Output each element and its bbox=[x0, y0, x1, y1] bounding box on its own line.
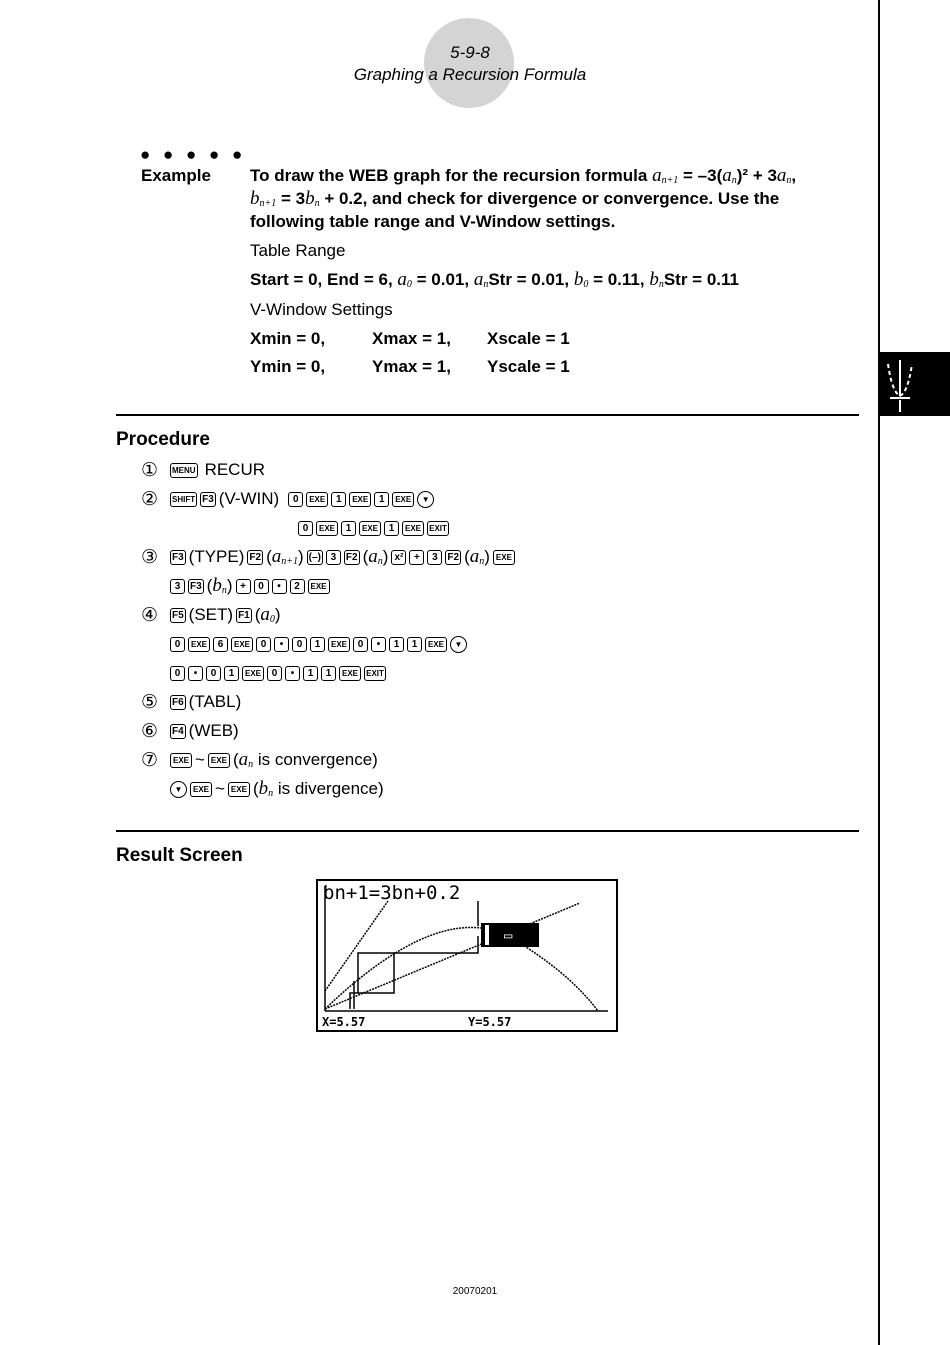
step-number: ④ bbox=[141, 604, 159, 626]
vwindow-label: V-Window Settings bbox=[250, 300, 393, 319]
chapter-tab bbox=[880, 352, 950, 416]
f5-key: F5 bbox=[172, 609, 184, 621]
divider-procedure bbox=[116, 414, 859, 416]
procedure-step-3 bbox=[141, 545, 515, 569]
bn-label: $(b_n)$ bbox=[206, 575, 233, 596]
yscale-setting: Yscale = 1 bbox=[487, 357, 570, 376]
f3-key: F3 bbox=[172, 551, 184, 563]
example-line-2: $b_{n+1} = 3b_n + 0.2$, and check for divergence or convergence. Use the bbox=[250, 188, 780, 209]
example-line-3: following table range and V-Window settings. bbox=[250, 212, 616, 231]
procedure-step-3-cont bbox=[170, 574, 330, 598]
dot-key: • bbox=[188, 666, 203, 681]
exe-key: EXE bbox=[328, 637, 350, 652]
xscale-setting: Xscale = 1 bbox=[487, 329, 570, 348]
key-3: 3 bbox=[170, 579, 185, 594]
exe-key: EXE bbox=[306, 492, 328, 507]
f2-key: F2 bbox=[447, 551, 460, 563]
exe-key: EXE bbox=[349, 492, 371, 507]
step-text: RECUR bbox=[204, 460, 266, 479]
key-0: 0 bbox=[298, 521, 313, 536]
an-convergence-note: ($a_n$ is convergence) bbox=[232, 749, 378, 770]
step-number: ② bbox=[141, 488, 159, 510]
f1-key: F1 bbox=[238, 609, 250, 621]
exit-key: EXIT bbox=[364, 666, 386, 681]
cursor-down-icon: ▼ bbox=[450, 636, 467, 653]
negative-key: (–) bbox=[308, 551, 321, 563]
key-1: 1 bbox=[331, 492, 346, 507]
exe-key: EXE bbox=[231, 637, 253, 652]
ymin-setting: Ymin = 0, bbox=[250, 357, 326, 376]
key-3: 3 bbox=[427, 550, 442, 565]
key-0: 0 bbox=[288, 492, 303, 507]
exe-key: EXE bbox=[339, 666, 361, 681]
x-readout: X=5.57 bbox=[322, 1015, 366, 1029]
tilde: ~ bbox=[215, 779, 225, 798]
an-label: $(a_n)$ bbox=[464, 546, 490, 567]
step-text: (TYPE) bbox=[188, 547, 245, 566]
header-circle bbox=[424, 18, 514, 108]
shift-key: SHIFT bbox=[170, 492, 197, 507]
exe-key: EXE bbox=[242, 666, 264, 681]
key-3: 3 bbox=[326, 550, 341, 565]
square-key: x² bbox=[391, 550, 406, 565]
key-0: 0 bbox=[206, 666, 221, 681]
an-curve bbox=[325, 927, 598, 1011]
dot-key: • bbox=[274, 637, 289, 652]
a0-label: $(a_0)$ bbox=[254, 604, 281, 625]
dot-key: • bbox=[272, 579, 287, 594]
f3-key: F3 bbox=[202, 493, 214, 505]
key-1: 1 bbox=[384, 521, 399, 536]
example-bullets: ● ● ● ● ● bbox=[140, 145, 247, 164]
procedure-step-6 bbox=[141, 719, 239, 743]
key-1: 1 bbox=[321, 666, 336, 681]
step-number: ⑥ bbox=[141, 720, 159, 742]
f2-key: F2 bbox=[345, 551, 358, 563]
procedure-step-4-line2 bbox=[170, 632, 467, 656]
procedure-step-1 bbox=[141, 458, 265, 482]
exe-key: EXE bbox=[228, 782, 250, 797]
result-title: Result Screen bbox=[116, 845, 243, 866]
step-number: ③ bbox=[141, 546, 159, 568]
y-readout: Y=5.57 bbox=[468, 1015, 512, 1029]
plus-key: + bbox=[409, 550, 424, 565]
footer-code: 20070201 bbox=[452, 1286, 498, 1297]
key-1: 1 bbox=[389, 637, 404, 652]
f3-key: F3 bbox=[190, 580, 202, 592]
f6-key: F6 bbox=[172, 696, 184, 708]
cursor-down-icon: ▼ bbox=[417, 491, 434, 508]
table-range-values: Start = 0, End = 6, $a_0 = 0.01$, $a_nStr = 0.01$, $b_0 = 0.11$, $b_nStr = 0.11$ bbox=[250, 269, 739, 290]
divider-result bbox=[116, 830, 859, 832]
screen-formula: bn+1=3bn+0.2 bbox=[323, 882, 461, 904]
procedure-step-4-line3 bbox=[170, 661, 386, 685]
bn-divergence-note: ($b_n$ is divergence) bbox=[252, 778, 384, 799]
procedure-step-7-cont bbox=[170, 777, 384, 801]
f2-key: F2 bbox=[249, 551, 262, 563]
key-6: 6 bbox=[213, 637, 228, 652]
example-label: Example bbox=[141, 166, 211, 185]
f4-key: F4 bbox=[172, 725, 184, 737]
key-1: 1 bbox=[310, 637, 325, 652]
tilde: ~ bbox=[195, 750, 205, 769]
example-line-1: To draw the WEB graph for the recursion formula $a_{n+1} = -3(a_n)^2 + 3a_n$, bbox=[250, 165, 797, 186]
key-1: 1 bbox=[341, 521, 356, 536]
exe-key: EXE bbox=[359, 521, 381, 536]
an-label: $(a_n)$ bbox=[362, 546, 389, 567]
step-text: (WEB) bbox=[188, 721, 239, 740]
step-number: ⑦ bbox=[141, 749, 159, 771]
key-0: 0 bbox=[170, 666, 185, 681]
step-text: (V-WIN) bbox=[218, 489, 280, 508]
cursor-down-icon: ▼ bbox=[170, 781, 187, 798]
xmin-setting: Xmin = 0, bbox=[250, 329, 326, 348]
procedure-step-4 bbox=[141, 603, 281, 627]
exe-key: EXE bbox=[402, 521, 424, 536]
key-0: 0 bbox=[254, 579, 269, 594]
key-1: 1 bbox=[374, 492, 389, 507]
procedure-step-2-cont bbox=[298, 516, 449, 540]
table-range-label: Table Range bbox=[250, 241, 346, 260]
exit-key: EXIT bbox=[427, 521, 449, 536]
menu-key: MENU bbox=[170, 463, 198, 478]
exe-key: EXE bbox=[170, 753, 192, 768]
result-screen bbox=[316, 879, 618, 1032]
exe-key: EXE bbox=[316, 521, 338, 536]
an1-label: $(a_{n+1})$ bbox=[266, 546, 304, 567]
key-0: 0 bbox=[170, 637, 185, 652]
procedure-step-5 bbox=[141, 690, 241, 714]
procedure-title: Procedure bbox=[116, 429, 210, 450]
margin-rule bbox=[878, 0, 880, 1345]
exe-key: EXE bbox=[425, 637, 447, 652]
key-1: 1 bbox=[303, 666, 318, 681]
dot-key: • bbox=[371, 637, 386, 652]
exe-key: EXE bbox=[493, 550, 515, 565]
exe-key: EXE bbox=[392, 492, 414, 507]
key-0: 0 bbox=[267, 666, 282, 681]
bn-line bbox=[325, 901, 388, 991]
exe-key: EXE bbox=[308, 579, 330, 594]
key-0: 0 bbox=[292, 637, 307, 652]
step-text: (TABL) bbox=[188, 692, 242, 711]
xmax-setting: Xmax = 1, bbox=[372, 329, 451, 348]
key-2: 2 bbox=[290, 579, 305, 594]
dot-key: • bbox=[285, 666, 300, 681]
page-number: 5-9-8 bbox=[450, 43, 490, 62]
key-0: 0 bbox=[353, 637, 368, 652]
key-1: 1 bbox=[407, 637, 422, 652]
web-graph bbox=[318, 881, 616, 1030]
step-number: ⑤ bbox=[141, 691, 159, 713]
graph-tab-icon bbox=[880, 352, 950, 416]
procedure-step-7 bbox=[141, 748, 378, 772]
key-0: 0 bbox=[256, 637, 271, 652]
page-title: Graphing a Recursion Formula bbox=[353, 65, 587, 84]
plus-key: + bbox=[236, 579, 251, 594]
exe-key: EXE bbox=[188, 637, 210, 652]
step-text: (SET) bbox=[188, 605, 234, 624]
exe-key: EXE bbox=[190, 782, 212, 797]
procedure-step-2 bbox=[141, 487, 434, 511]
ymax-setting: Ymax = 1, bbox=[372, 357, 451, 376]
cursor-icon: ▭ bbox=[504, 928, 513, 944]
exe-key: EXE bbox=[208, 753, 230, 768]
step-number: ① bbox=[141, 459, 159, 481]
key-1: 1 bbox=[224, 666, 239, 681]
